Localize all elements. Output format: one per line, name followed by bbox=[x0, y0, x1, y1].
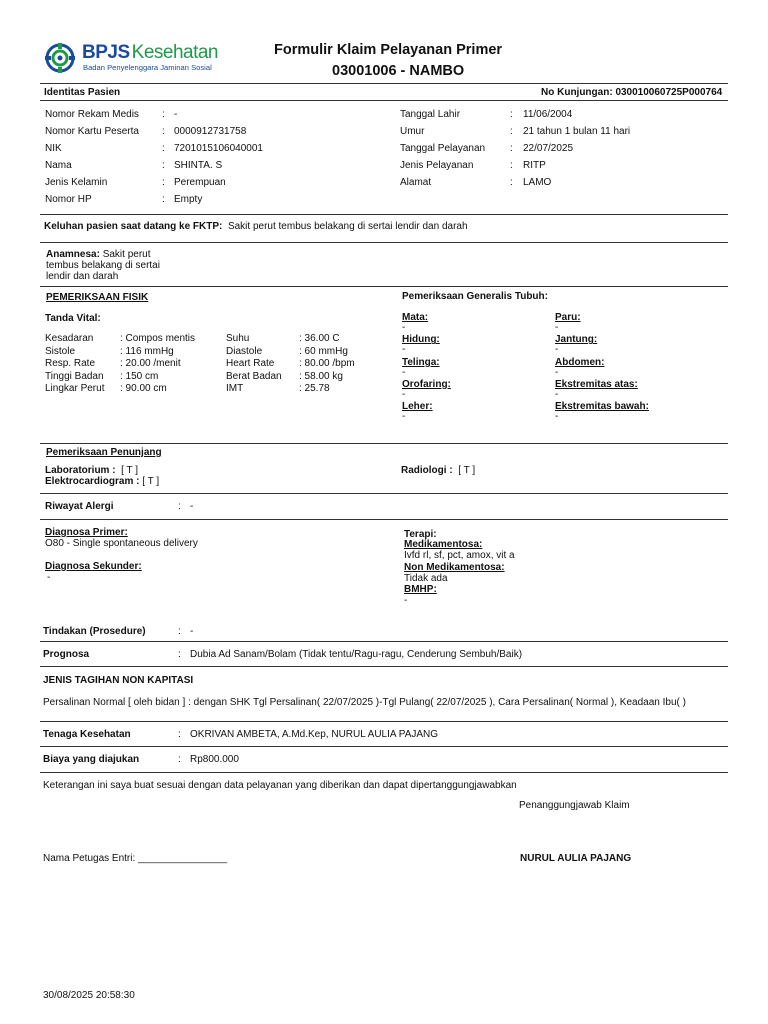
identitas-sep: : bbox=[510, 143, 513, 154]
vital-value: : Compos mentis bbox=[120, 333, 196, 344]
alergi-label: Riwayat Alergi bbox=[45, 501, 114, 512]
vital-label: Suhu bbox=[226, 333, 250, 344]
terapi-label: Terapi: bbox=[404, 529, 437, 540]
identitas-sep: : bbox=[162, 194, 165, 205]
identitas-label: Nomor Kartu Peserta bbox=[45, 126, 139, 137]
vital-value: : 58.00 kg bbox=[299, 370, 343, 382]
bpjs-logo bbox=[44, 42, 224, 76]
radiologi bbox=[401, 465, 475, 476]
ekg-value: [ T ] bbox=[142, 476, 160, 487]
non-medikamentosa-value: Tidak ada bbox=[404, 573, 448, 584]
tenaga-label: Tenaga Kesehatan bbox=[43, 729, 131, 740]
generalis-label: Ekstremitas atas: bbox=[555, 378, 638, 390]
laboratorium bbox=[45, 465, 138, 476]
anamnesa-line2: tembus belakang di sertai bbox=[46, 260, 160, 271]
identitas-label: Umur bbox=[400, 126, 425, 137]
identitas-label: Nomor Rekam Medis bbox=[45, 109, 139, 120]
vital-label: Lingkar Perut bbox=[45, 383, 105, 395]
signer-name: NURUL AULIA PAJANG bbox=[520, 853, 632, 864]
bmhp-value: - bbox=[404, 595, 408, 606]
vital-label: Berat Badan bbox=[226, 370, 282, 382]
identitas-value: 22/07/2025 bbox=[523, 143, 574, 154]
identitas-sep: : bbox=[510, 177, 513, 188]
bpjs-emblem-icon bbox=[44, 42, 76, 74]
petugas-entri bbox=[43, 853, 227, 864]
vital-value: : 116 mmHg bbox=[120, 345, 174, 357]
radiologi-label: Radiologi : bbox=[401, 465, 453, 476]
kunjungan bbox=[541, 87, 722, 98]
biaya-sep: : bbox=[178, 754, 181, 765]
identitas-label: Tanggal Pelayanan bbox=[400, 143, 486, 154]
generalis-label: Jantung: bbox=[555, 334, 598, 346]
identitas-label: Jenis Pelayanan bbox=[400, 160, 474, 171]
generalis-value: - bbox=[555, 322, 559, 333]
lab-value: [ T ] bbox=[121, 465, 138, 476]
generalis-value: - bbox=[555, 388, 559, 400]
identitas-value: - bbox=[174, 109, 178, 120]
generalis-label: Orofaring: bbox=[402, 378, 451, 390]
tindakan-label: Tindakan (Prosedure) bbox=[43, 626, 146, 637]
biaya-label: Biaya yang diajukan bbox=[43, 754, 140, 765]
identitas-sep: : bbox=[162, 109, 165, 120]
medikamentosa-label: Medikamentosa: bbox=[404, 539, 483, 550]
prognosa-label: Prognosa bbox=[43, 649, 90, 660]
logo-brand-bpjs: BPJS bbox=[82, 42, 130, 63]
prognosa-sep: : bbox=[178, 649, 181, 660]
tagihan-text: Persalinan Normal [ oleh bidan ] : dengan SHK Tgl Persalinan( 22/07/2025 )-Tgl Pulang( 22/07/2025 ), Cara Persalinan( Normal ), Keadaan Ibu( ) bbox=[43, 697, 686, 708]
vital-label: Tinggi Badan bbox=[45, 370, 104, 382]
identitas-value: 0000912731758 bbox=[174, 126, 247, 137]
generalis-label: Hidung: bbox=[402, 334, 440, 346]
keluhan-label: Keluhan pasien saat datang ke FKTP: bbox=[44, 221, 223, 232]
anamnesa-label: Anamnesa: bbox=[46, 249, 100, 260]
alergi-value: - bbox=[190, 501, 194, 512]
generalis-value: - bbox=[402, 388, 406, 400]
prognosa-value: Dubia Ad Sanam/Bolam (Tidak tentu/Ragu-ragu, Cenderung Sembuh/Baik) bbox=[190, 649, 523, 660]
identitas-sep: : bbox=[510, 160, 513, 171]
form-title: Formulir Klaim Pelayanan Primer bbox=[274, 42, 503, 58]
lab-label: Laboratorium : bbox=[45, 465, 116, 476]
generalis-label: Telinga: bbox=[402, 356, 440, 368]
tagihan-heading: JENIS TAGIHAN NON KAPITASI bbox=[43, 675, 194, 686]
identitas-sep: : bbox=[510, 126, 513, 137]
identitas-value: Empty bbox=[174, 194, 203, 205]
penunjang-heading: Pemeriksaan Penunjang bbox=[46, 447, 162, 458]
identitas-value: 11/06/2004 bbox=[523, 109, 573, 120]
tindakan-sep: : bbox=[178, 626, 181, 637]
generalis-heading: Pemeriksaan Generalis Tubuh: bbox=[402, 291, 548, 302]
medikamentosa-value: Ivfd rl, sf, pct, amox, vit a bbox=[404, 550, 515, 561]
keluhan-value: Sakit perut tembus belakang di sertai lendir dan darah bbox=[227, 221, 468, 232]
tanda-vital-heading: Tanda Vital: bbox=[45, 313, 101, 324]
anamnesa-line3: lendir dan darah bbox=[46, 271, 119, 282]
generalis-label: Paru: bbox=[555, 312, 581, 323]
vital-value: : 90.00 cm bbox=[120, 383, 167, 395]
kunjungan-value: 030010060725P000764 bbox=[615, 87, 723, 98]
identitas-label: Nama bbox=[45, 160, 72, 171]
alergi-sep: : bbox=[178, 501, 181, 512]
identitas-sep: : bbox=[162, 143, 165, 154]
identitas-value: 7201015106040001 bbox=[174, 143, 263, 154]
tenaga-value: OKRIVAN AMBETA, A.Md.Kep, NURUL AULIA PAJANG bbox=[190, 729, 439, 740]
logo-subtitle: Badan Penyelenggara Jaminan Sosial bbox=[83, 63, 212, 72]
tindakan-value: - bbox=[190, 626, 194, 637]
vital-label: IMT bbox=[226, 383, 244, 395]
vital-label: Heart Rate bbox=[226, 358, 275, 370]
diagnosa-sekunder-label: Diagnosa Sekunder: bbox=[45, 561, 142, 572]
generalis-label: Abdomen: bbox=[555, 356, 605, 368]
keterangan-text: Keterangan ini saya buat sesuai dengan data pelayanan yang diberikan dan dapat dipertanggungjawabkan bbox=[43, 780, 517, 791]
identitas-sep: : bbox=[162, 177, 165, 188]
identitas-value: 21 tahun 1 bulan 11 hari bbox=[523, 126, 631, 137]
identitas-sep: : bbox=[162, 126, 165, 137]
non-medikamentosa-label: Non Medikamentosa: bbox=[404, 562, 505, 573]
form-subtitle: 03001006 - NAMBO bbox=[332, 63, 465, 79]
identitas-label: Nomor HP bbox=[45, 194, 92, 205]
radiologi-value: [ T ] bbox=[458, 465, 476, 476]
elektrocardiogram bbox=[45, 476, 159, 487]
identitas-label: Alamat bbox=[400, 177, 432, 188]
vital-value: : 20.00 /menit bbox=[120, 358, 181, 370]
penanggungjawab-label: Penanggungjawab Klaim bbox=[519, 800, 630, 811]
vital-label: Diastole bbox=[226, 345, 263, 357]
identitas-value: SHINTA. S bbox=[174, 160, 223, 171]
vital-value: : 80.00 /bpm bbox=[299, 358, 355, 370]
keluhan bbox=[44, 221, 468, 232]
petugas-label: Nama Petugas Entri: bbox=[43, 853, 136, 864]
generalis-value: - bbox=[402, 366, 406, 378]
diagnosa-primer-label: Diagnosa Primer: bbox=[45, 527, 128, 538]
generalis-value: - bbox=[402, 411, 406, 423]
anamnesa-line1: Sakit perut bbox=[102, 249, 151, 260]
generalis-value: - bbox=[555, 344, 559, 356]
anamnesa bbox=[46, 249, 160, 282]
identitas-label: NIK bbox=[45, 143, 62, 154]
biaya-value: Rp800.000 bbox=[190, 754, 239, 765]
identitas-value: LAMO bbox=[523, 177, 552, 188]
generalis-value: - bbox=[555, 366, 559, 378]
diagnosa-primer-value: O80 - Single spontaneous delivery bbox=[45, 538, 198, 549]
identitas-heading: Identitas Pasien bbox=[44, 87, 121, 98]
vital-value: : 60 mmHg bbox=[299, 345, 348, 357]
vital-value: : 25.78 bbox=[299, 383, 330, 395]
identitas-label: Jenis Kelamin bbox=[45, 177, 108, 188]
generalis-label: Ekstremitas bawah: bbox=[555, 401, 649, 413]
bmhp-label: BMHP: bbox=[404, 584, 437, 595]
fisik-heading: PEMERIKSAAN FISIK bbox=[46, 292, 149, 303]
identitas-sep: : bbox=[510, 109, 513, 120]
kunjungan-label: No Kunjungan: bbox=[541, 87, 613, 98]
logo-brand-kesehatan: Kesehatan bbox=[131, 42, 218, 63]
generalis-value: - bbox=[402, 322, 406, 333]
vital-label: Kesadaran bbox=[45, 333, 94, 344]
diagnosa-sekunder-value: - bbox=[47, 572, 51, 583]
vital-value: : 150 cm bbox=[120, 370, 159, 382]
ekg-label: Elektrocardiogram : bbox=[45, 476, 140, 487]
vital-value: : 36.00 C bbox=[299, 333, 340, 344]
vital-label: Resp. Rate bbox=[45, 358, 96, 370]
vital-label: Sistole bbox=[45, 345, 76, 357]
generalis-label: Mata: bbox=[402, 312, 429, 323]
identitas-value: RITP bbox=[523, 160, 546, 171]
print-timestamp: 30/08/2025 20:58:30 bbox=[43, 990, 135, 1001]
identitas-label: Tanggal Lahir bbox=[400, 109, 461, 120]
petugas-line: ________________ bbox=[138, 853, 228, 864]
generalis-label: Leher: bbox=[402, 401, 433, 413]
tenaga-sep: : bbox=[178, 729, 181, 740]
identitas-sep: : bbox=[162, 160, 165, 171]
generalis-value: - bbox=[555, 411, 559, 423]
generalis-value: - bbox=[402, 344, 406, 356]
identitas-value: Perempuan bbox=[174, 177, 226, 188]
